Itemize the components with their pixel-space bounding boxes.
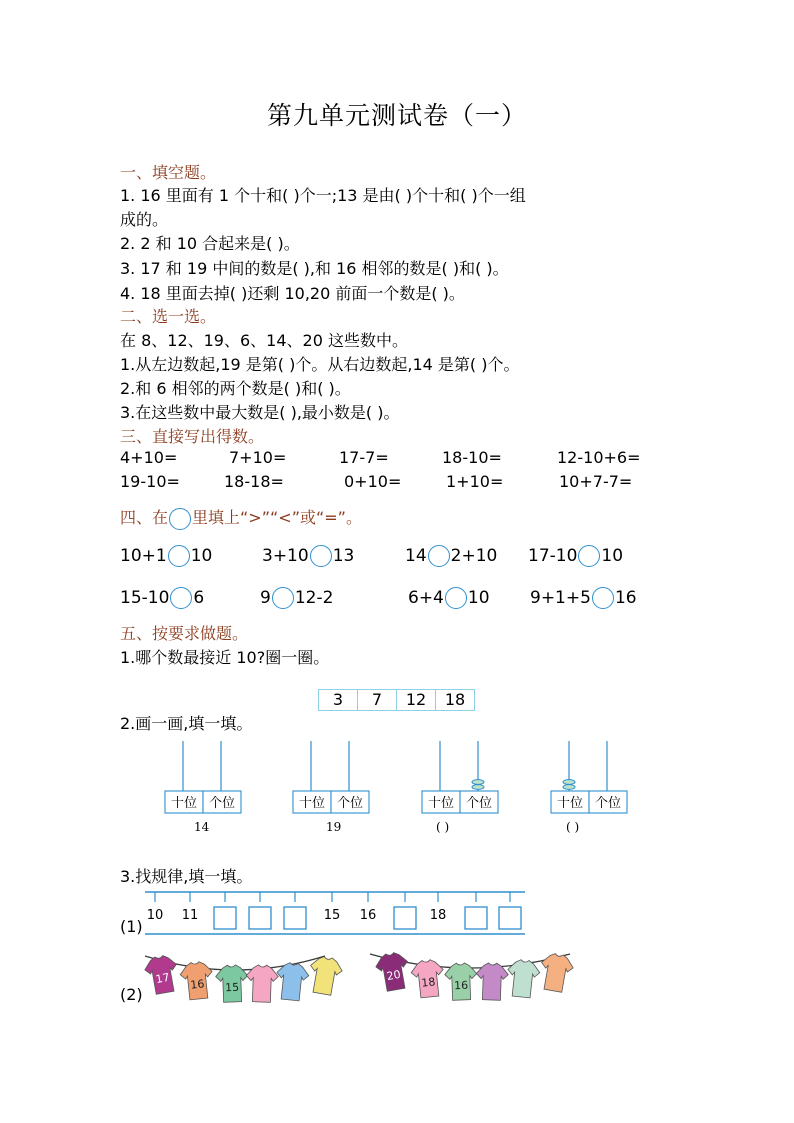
section-2-intro: 在 8、12、19、6、14、20 这些数中。 xyxy=(120,331,408,350)
number-choice[interactable]: 7 xyxy=(358,690,397,710)
abacus-bead xyxy=(563,780,575,785)
abacus-caption: ( ) xyxy=(436,820,450,834)
section-1-q4: 4. 18 里面去掉( )还剩 10,20 前面一个数是( )。 xyxy=(120,284,465,303)
calc-item: 17-7= xyxy=(339,448,389,467)
section-2-q1: 1.从左边数起,19 是第( )个。从右边数起,14 是第( )个。 xyxy=(120,355,520,374)
section-4-heading-pre: 四、在 xyxy=(120,508,169,527)
abacus-place-label: 个位 xyxy=(336,796,364,811)
compare-right: 12-2 xyxy=(294,588,334,608)
sequence-blank-box[interactable] xyxy=(214,907,236,929)
abacus-place-label: 十位 xyxy=(556,796,584,811)
abacus-place-label: 个位 xyxy=(465,796,493,811)
abacus-caption: ( ) xyxy=(566,820,580,834)
sequence-2-label: (2) xyxy=(120,985,143,1004)
compare-right: 10 xyxy=(467,588,490,608)
calc-item: 10+7-7= xyxy=(559,472,633,491)
section-4-heading-post: 里填上“>”“<”或“=”。 xyxy=(192,508,362,527)
number-choice[interactable]: 18 xyxy=(444,690,466,709)
shirt xyxy=(274,961,310,1001)
abacus-place-label: 个位 xyxy=(208,796,236,811)
section-1-q1-line1: 1. 16 里面有 1 个十和( )个一;13 是由( )个十和( )个一组 xyxy=(120,186,526,205)
page-title: 第九单元测试卷（一） xyxy=(266,101,527,130)
shirt-number: 16 xyxy=(453,978,469,993)
abacus-caption: 14 xyxy=(194,820,210,834)
compare-left: 15-10 xyxy=(120,588,170,608)
compare-left: 3+10 xyxy=(262,546,309,566)
shirt-body xyxy=(274,961,310,1001)
compare-left: 17-10 xyxy=(528,546,578,566)
calc-item: 18-10= xyxy=(442,448,502,467)
shirt-number: 16 xyxy=(189,977,206,992)
compare-right: 13 xyxy=(332,546,355,566)
abacus[interactable] xyxy=(293,741,369,813)
section-2-q2: 2.和 6 相邻的两个数是( )和( )。 xyxy=(120,379,351,398)
shirt xyxy=(505,958,541,998)
shirt-body xyxy=(505,958,541,998)
shirt-body xyxy=(306,955,344,997)
shirt xyxy=(537,952,575,994)
shirt-number: 17 xyxy=(154,970,171,987)
abacus[interactable] xyxy=(551,741,627,813)
section-5-q3: 3.找规律,填一填。 xyxy=(120,867,253,886)
abacus[interactable] xyxy=(422,741,498,813)
abacus-bead xyxy=(472,780,484,785)
compare-left: 6+4 xyxy=(408,588,444,608)
section-1-q3: 3. 17 和 19 中间的数是( ),和 16 相邻的数是( )和( )。 xyxy=(120,259,509,278)
number-choice[interactable]: 3 xyxy=(319,690,358,710)
sequence-blank-box[interactable] xyxy=(249,907,271,929)
sequence-number: 11 xyxy=(181,908,199,923)
abacus-bead xyxy=(563,785,575,790)
section-1-q1-line2: 成的。 xyxy=(120,210,169,229)
compare-left: 10+1 xyxy=(120,546,167,566)
calc-item: 12-10+6= xyxy=(557,448,641,467)
compare-right: 2+10 xyxy=(450,546,498,566)
compare-right: 10 xyxy=(190,546,213,566)
abacus-caption: 19 xyxy=(326,820,342,834)
section-5-q2: 2.画一画,填一填。 xyxy=(120,714,253,733)
sequence-number: 16 xyxy=(359,908,377,923)
sequence-number: 15 xyxy=(323,908,341,923)
compare-left: 9+1+5 xyxy=(530,588,591,608)
abacus-place-label: 十位 xyxy=(170,796,198,811)
shirt xyxy=(306,955,344,997)
shirt xyxy=(179,960,215,1000)
calc-item: 0+10= xyxy=(344,472,402,491)
sequence-blank-box[interactable] xyxy=(284,907,306,929)
section-5-q1: 1.哪个数最接近 10?圈一圈。 xyxy=(120,648,330,667)
sequence-blank-box[interactable] xyxy=(394,907,416,929)
compare-right: 10 xyxy=(601,546,624,566)
shirt-number: 18 xyxy=(420,975,437,990)
abacus-place-label: 个位 xyxy=(594,796,622,811)
sequence-blank-box[interactable] xyxy=(465,907,487,929)
section-5-heading: 五、按要求做题。 xyxy=(120,624,249,643)
abacus-bead xyxy=(472,785,484,790)
compare-left: 14 xyxy=(405,546,427,566)
sequence-blank-box[interactable] xyxy=(499,907,521,929)
number-choice[interactable]: 12 xyxy=(397,690,436,710)
compare-right: 16 xyxy=(614,588,637,608)
sequence-1-label: (1) xyxy=(120,917,143,936)
calc-item: 1+10= xyxy=(446,472,504,491)
compare-right: 6 xyxy=(193,588,205,608)
section-3-heading: 三、直接写出得数。 xyxy=(120,427,265,446)
section-2-q3: 3.在这些数中最大数是( ),最小数是( )。 xyxy=(120,403,400,422)
calc-item: 7+10= xyxy=(229,448,287,467)
shirt xyxy=(143,954,181,996)
sequence-number: 10 xyxy=(146,908,164,923)
shirt-number: 15 xyxy=(224,980,240,995)
shirt-number: 20 xyxy=(385,967,402,984)
abacus-place-label: 十位 xyxy=(427,796,455,811)
calc-item: 4+10= xyxy=(120,448,178,467)
compare-left: 9 xyxy=(260,588,271,608)
section-1-heading: 一、填空题。 xyxy=(120,163,217,182)
section-1-q2: 2. 2 和 10 合起来是( )。 xyxy=(120,234,300,253)
sequence-1-ruler xyxy=(140,888,530,940)
abacus-place-label: 十位 xyxy=(298,796,326,811)
abacus[interactable] xyxy=(165,741,241,813)
calc-item: 18-18= xyxy=(224,472,284,491)
shirt-clothesline xyxy=(140,948,580,1008)
section-2-heading: 二、选一选。 xyxy=(120,307,217,326)
calc-item: 19-10= xyxy=(120,472,180,491)
sequence-number: 18 xyxy=(429,908,447,923)
shirt-body xyxy=(537,952,575,994)
